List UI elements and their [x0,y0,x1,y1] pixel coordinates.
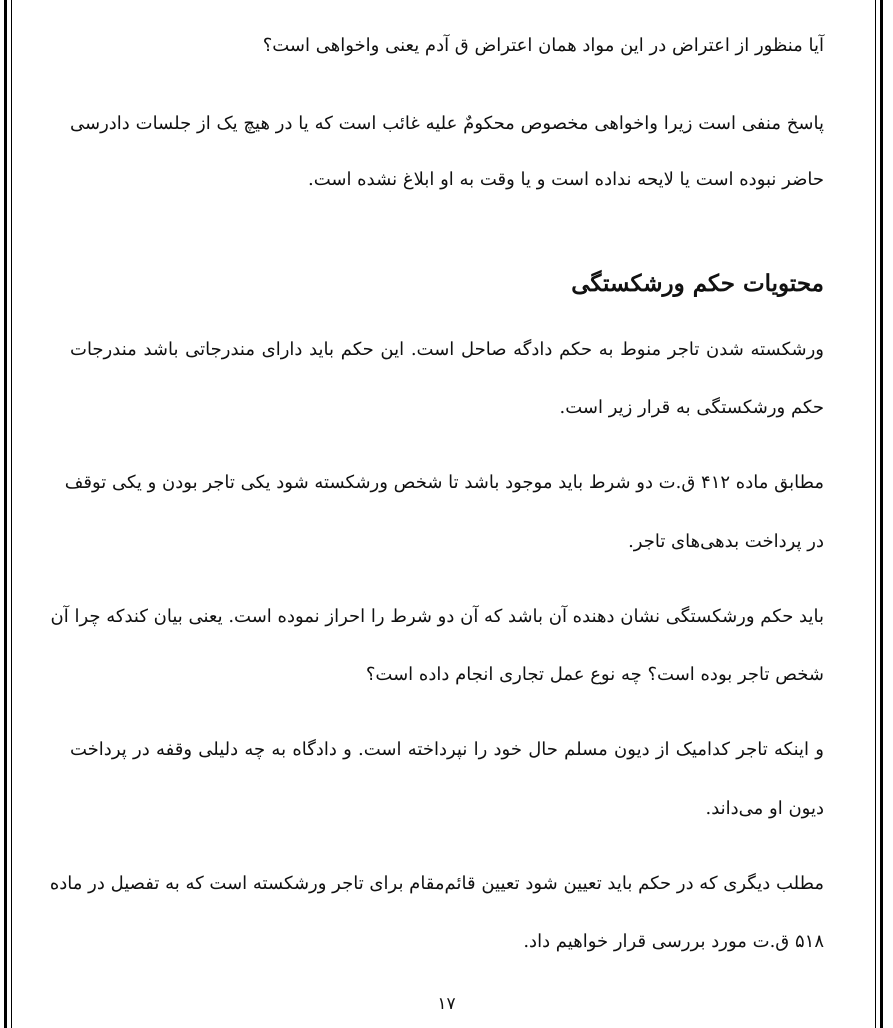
paragraph-2-line-2: حاضر نبوده است یا لایحه نداده است و یا وقت به او ابلاغ نشده است. [307,169,824,190]
paragraph-6-line-1: و اینکه تاجر کدامیک از دیون مسلم حال خود را نپرداخته است. و دادگاه به چه دلیلی وقفه در پرداخت [70,739,824,760]
paragraph-6-line-2: دیون او می‌داند. [705,798,824,819]
section-heading: محتویات حکم ورشکستگی [571,270,824,297]
paragraph-4-line-1: مطابق ماده ۴۱۲ ق.ت دو شرط باید موجود باشد تا شخص ورشکسته شود یکی تاجر بودن و یکی توقف [64,472,824,493]
paragraph-7-line-1: مطلب دیگری که در حکم باید تعیین شود تعیین قائم‌مقام برای تاجر ورشکسته است که به تفصیل در ماده [49,873,824,894]
paragraph-7-line-2: ۵۱۸ ق.ت مورد بررسی قرار خواهیم داد. [523,931,824,952]
paragraph-3-line-2: حکم ورشکستگی به قرار زیر است. [559,397,824,418]
page-number: ۱۷ [437,994,456,1014]
paragraph-1-line-1: آیا منظور از اعتراض در این مواد همان اعتراض ق آدم یعنی واخواهی است؟ [262,35,824,56]
paragraph-2-line-1: پاسخ منفی است زیرا واخواهی مخصوص محکومٌ علیه غائب است که یا در هیچ یک از جلسات دادرسی [70,113,824,134]
paragraph-4-line-2: در پرداخت بدهی‌های تاجر. [628,531,824,552]
paragraph-5-line-1: باید حکم ورشکستگی نشان دهنده آن باشد که آن دو شرط را احراز نموده است. یعنی بیان کندکه چرا آن [50,606,824,627]
paragraph-5-line-2: شخص تاجر بوده است؟ چه نوع عمل تجاری انجام داده است؟ [365,664,824,685]
paragraph-3-line-1: ورشکسته شدن تاجر منوط به حکم دادگه صاحل است. این حکم باید دارای مندرجاتی باشد مندرجات [70,339,824,360]
